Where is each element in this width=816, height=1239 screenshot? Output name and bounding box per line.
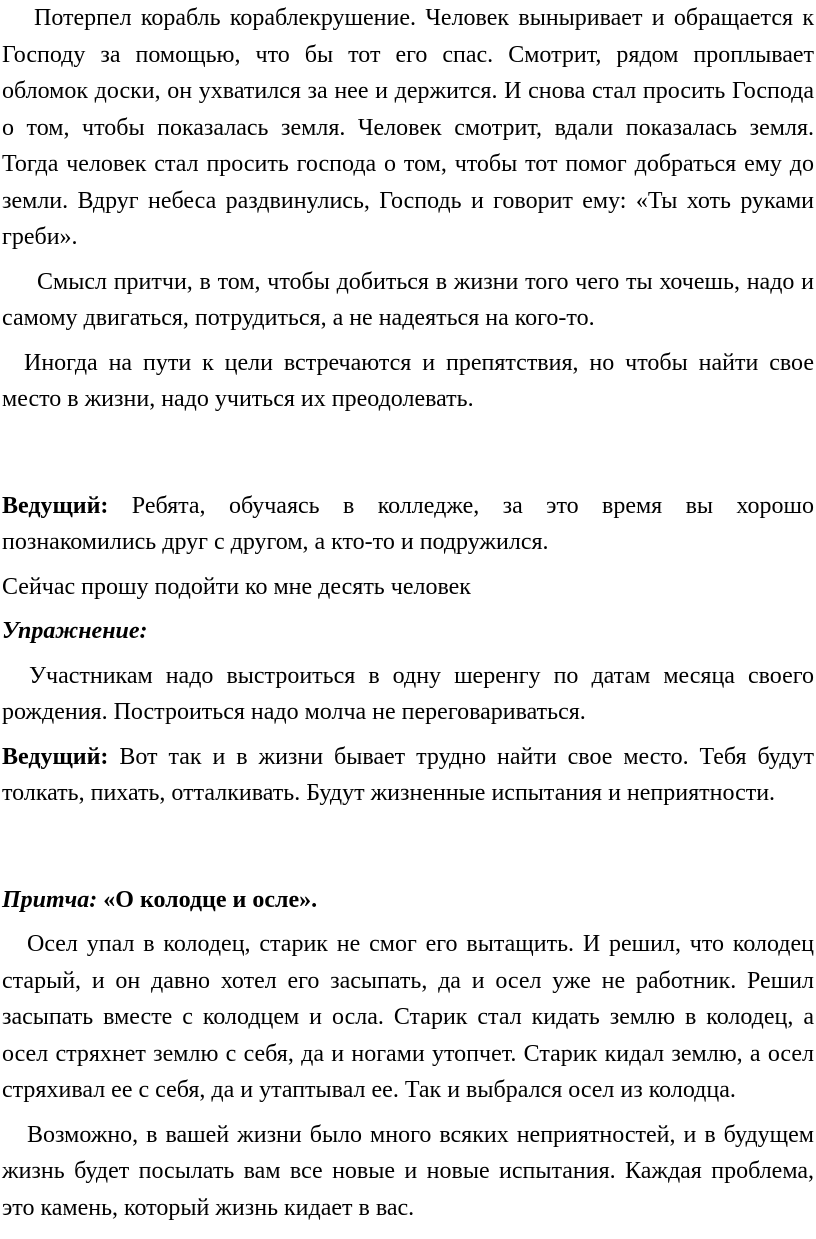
- host-remark-text: Вот так и в жизни бывает трудно найти свое место. Тебя будут толкать, пихать, отталкивать. Будут жизненные испытания и неприятности.: [2, 743, 814, 806]
- exercise-description: Участникам надо выстроиться в одну шеренгу по датам месяца своего рождения. Построиться надо молча не переговариваться.: [2, 662, 814, 725]
- obstacles-paragraph: Иногда на пути к цели встречаются и препятствия, но чтобы найти свое место в жизни, надо учиться их преодолевать.: [2, 349, 814, 412]
- parable-paragraph-shipwreck: Потерпел корабль кораблекрушение. Человек выныривает и обращается к Господу за помощью, что бы тот его спас. Смотрит, рядом проплывает обломок доски, он ухватился за нее и держится. И снова стал просить Господа о том, чтобы показалась земля. Человек смотрит, вдали показалась земля. Тогда человек стал просить господа о том, чтобы тот помог добраться ему до земли. Вдруг небеса раздвинулись, Господь и говорит ему: «Ты хоть руками греби».: [2, 5, 814, 250]
- parable-heading: [2, 882, 814, 919]
- parable-label: Притча:: [2, 886, 98, 913]
- parable-title: «О колодце и осле».: [97, 886, 318, 913]
- host-label: Ведущий:: [2, 743, 109, 770]
- host-remark-text: Ребята, обучаясь в колледже, за это время вы хорошо познакомились друг с другом, а кто-то и подружился.: [2, 492, 814, 555]
- host-remark-paragraph-2: [2, 739, 814, 812]
- closing-paragraph: Возможно, в вашей жизни было много всяких неприятностей, и в будущем жизнь будет посылать вам все новые и новые испытания. Каждая проблема, это камень, который жизнь кидает в вас.: [2, 1121, 814, 1221]
- invite-paragraph: Сейчас прошу подойти ко мне десять человек: [2, 573, 471, 600]
- host-label: Ведущий:: [2, 492, 109, 519]
- parable-paragraph-donkey: Осел упал в колодец, старик не смог его вытащить. И решил, что колодец старый, и он давно хотел его засыпать, да и осел уже не работник. Решил засыпать вместе с колодцем и осла. Старик стал кидать землю в колодец, а осел стряхнет землю с себя, да и ногами утопчет. Старик кидал землю, а осел стряхивал ее с себя, да и утаптывал ее. Так и выбрался осел из колодца.: [2, 931, 814, 1103]
- parable-meaning-paragraph: Смысл притчи, в том, чтобы добиться в жизни того чего ты хочешь, надо и самому двигаться, потрудиться, а не надеяться на кого-то.: [2, 268, 814, 331]
- host-remark-paragraph-1: [2, 488, 814, 561]
- exercise-heading: Упражнение:: [2, 618, 148, 644]
